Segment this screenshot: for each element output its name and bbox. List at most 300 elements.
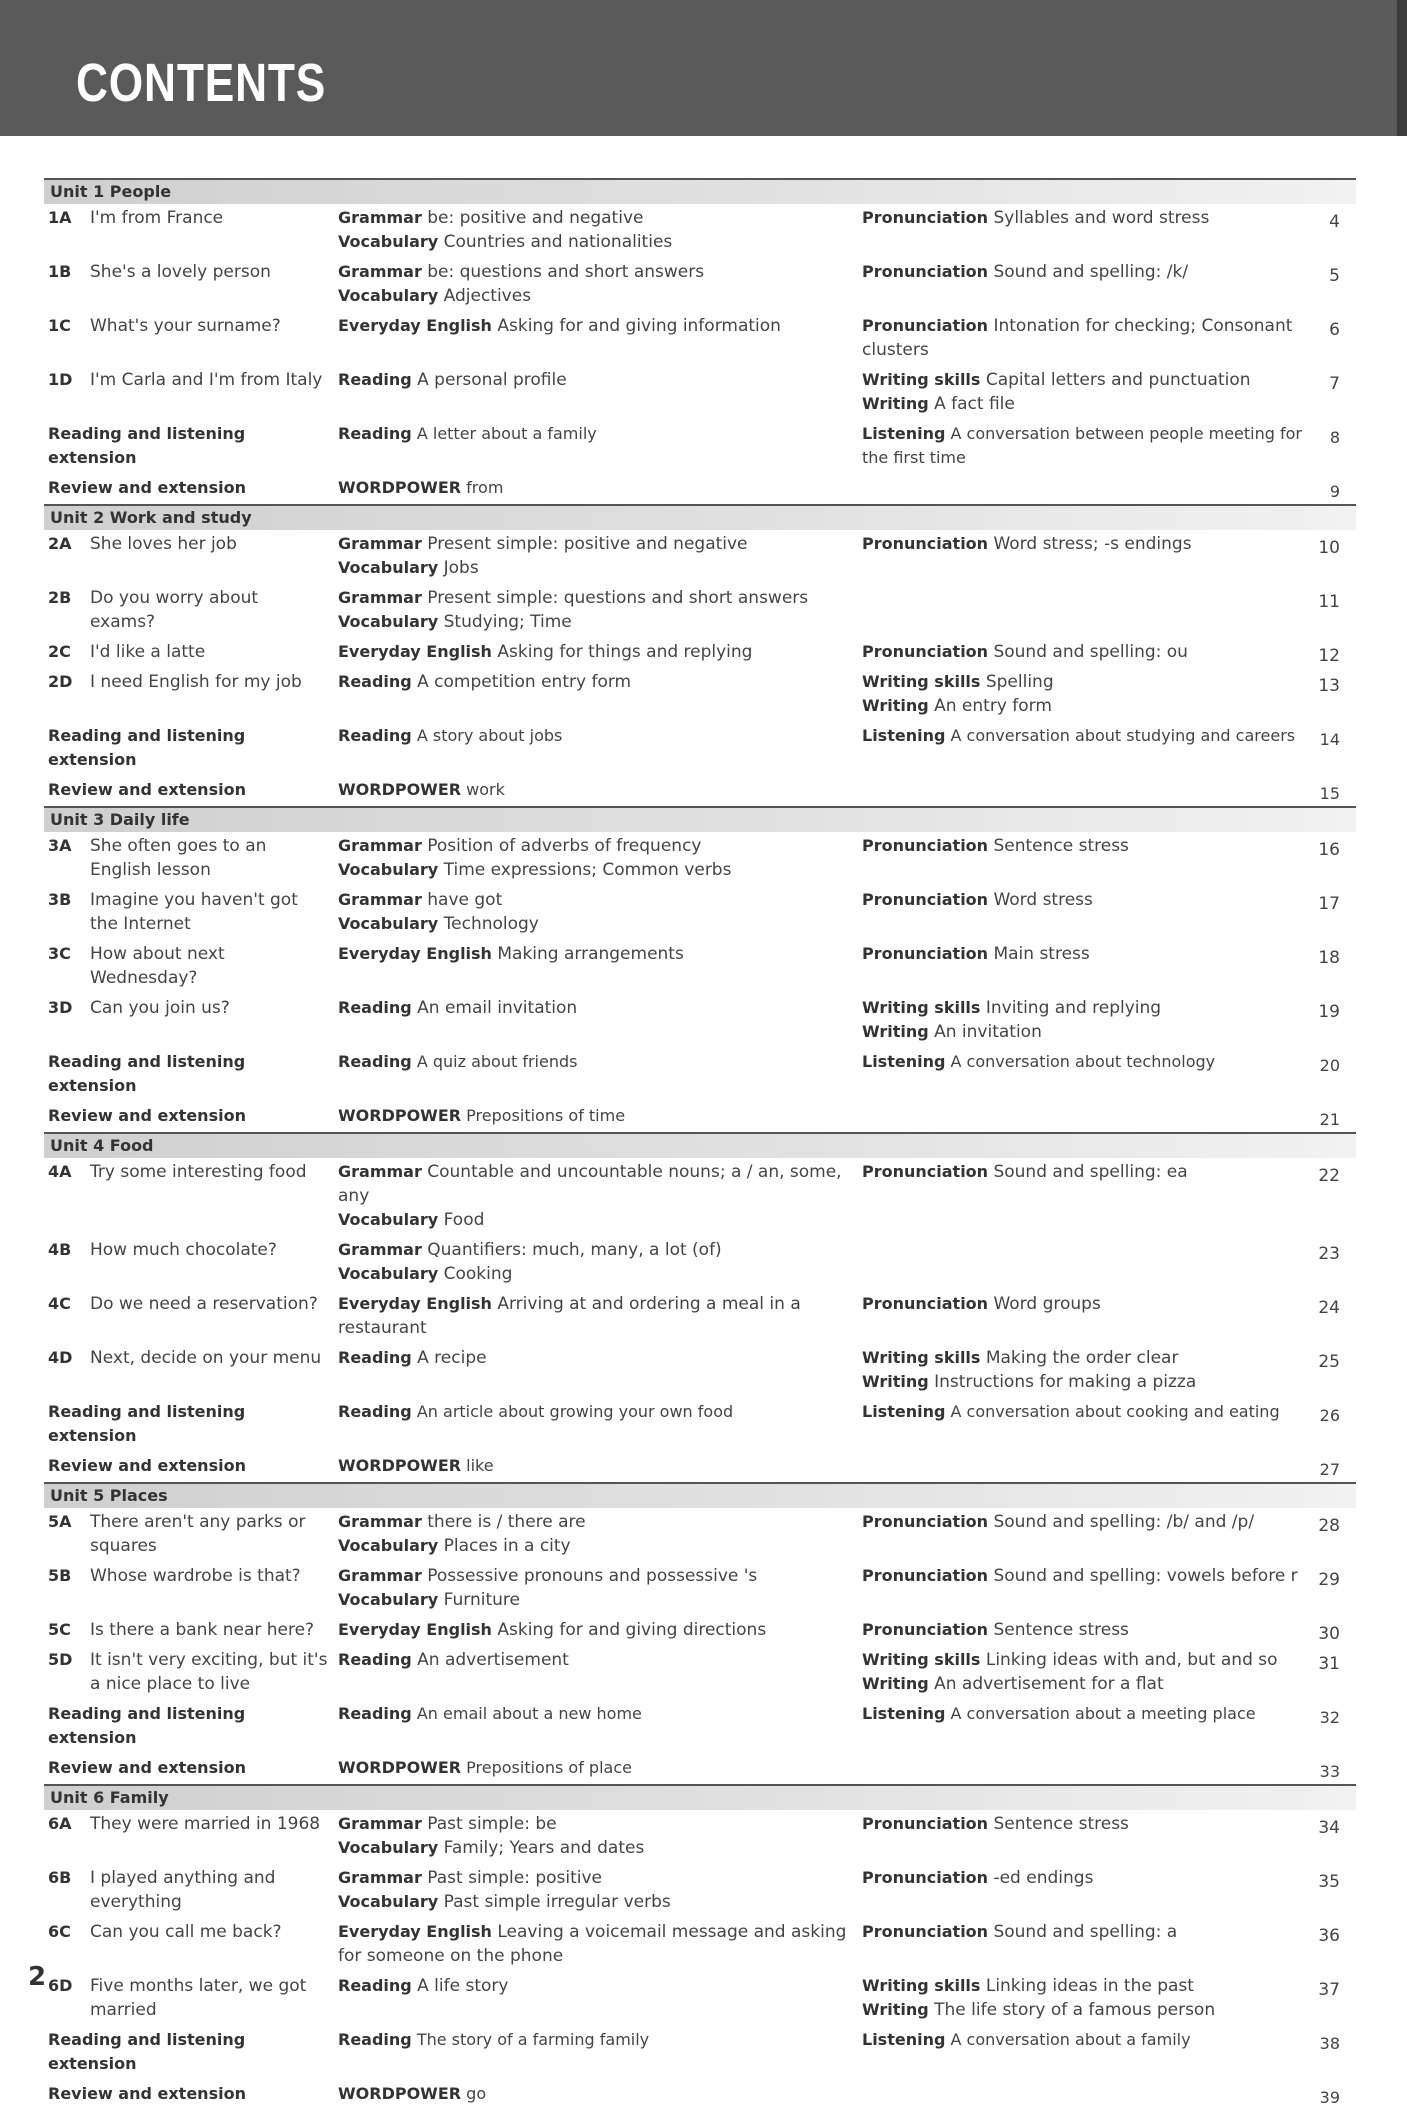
- page-ref: 18: [1318, 948, 1340, 968]
- entry-line: [862, 260, 1312, 284]
- entry-label: Pronunciation: [862, 1294, 989, 1313]
- pronunciation-writing-column: [862, 1400, 1312, 1424]
- skills-column: [338, 206, 862, 254]
- page-ref: 32: [1319, 1708, 1340, 1727]
- lesson-code: 4C: [48, 1294, 71, 1313]
- skills-column: [338, 1812, 862, 1860]
- entry-line: [338, 1974, 862, 1998]
- skills-column: [338, 1238, 862, 1286]
- lesson-row: [44, 1646, 1356, 1700]
- entry-label: Pronunciation: [862, 1162, 989, 1181]
- lesson-title: Do we need a reservation?: [90, 1294, 318, 1314]
- lesson-title: I need English for my job: [90, 672, 302, 692]
- page-ref: 16: [1318, 840, 1340, 860]
- entry-text: Cooking: [438, 1264, 513, 1284]
- entry-label: Pronunciation: [862, 534, 989, 553]
- entry-line: [338, 1510, 862, 1534]
- entry-line: [862, 834, 1312, 858]
- entry-text: An email about a new home: [411, 1704, 642, 1723]
- lesson-code: 6C: [48, 1922, 71, 1941]
- entry-line: [862, 532, 1312, 556]
- page-title: CONTENTS: [76, 53, 327, 113]
- entry-label: Grammar: [338, 1566, 422, 1585]
- pronunciation-writing-column: [862, 996, 1312, 1044]
- unit-title: Unit 2 Work and study: [50, 508, 252, 527]
- entry-label: Vocabulary: [338, 286, 439, 305]
- pronunciation-writing-column: [862, 1812, 1312, 1836]
- entry-line: [862, 694, 1312, 718]
- entry-label: Vocabulary: [338, 1210, 439, 1229]
- lesson-title: Reading and listening extension: [48, 726, 246, 769]
- entry-text: Sound and spelling: a: [988, 1922, 1178, 1942]
- entry-text: go: [461, 2084, 487, 2103]
- page-ref: 24: [1318, 1298, 1340, 1318]
- lesson-title: Reading and listening extension: [48, 424, 246, 467]
- entry-line: [338, 206, 862, 230]
- lesson-title: Review and extension: [48, 1456, 246, 1475]
- lesson-code: 1D: [48, 370, 73, 389]
- lesson-title: How about next Wednesday?: [90, 944, 225, 988]
- pronunciation-writing-column: [862, 1160, 1312, 1184]
- entry-label: Vocabulary: [338, 1536, 439, 1555]
- entry-label: Pronunciation: [862, 836, 989, 855]
- entry-line: [338, 532, 862, 556]
- entry-line: [338, 834, 862, 858]
- entry-line: [862, 1346, 1312, 1370]
- entry-line: [862, 1020, 1312, 1044]
- entry-label: Pronunciation: [862, 1566, 989, 1585]
- skills-column: [338, 1920, 862, 1968]
- extension-row: [44, 420, 1356, 474]
- entry-line: [862, 1050, 1312, 1074]
- entry-line: [338, 1618, 862, 1642]
- entry-line: [862, 724, 1312, 748]
- entry-label: Everyday English: [338, 1294, 492, 1313]
- entry-label: Vocabulary: [338, 1892, 439, 1911]
- extension-row: [44, 1102, 1356, 1132]
- entry-label: Pronunciation: [862, 1922, 989, 1941]
- entry-label: Everyday English: [338, 1620, 492, 1639]
- skills-column: [338, 1564, 862, 1612]
- lesson-title: Can you join us?: [90, 998, 230, 1018]
- lesson-title: I'd like a latte: [90, 642, 206, 662]
- pronunciation-writing-column: [862, 1702, 1312, 1726]
- entry-text: Asking for things and replying: [491, 642, 753, 662]
- entry-label: WORDPOWER: [338, 780, 462, 799]
- entry-label: Pronunciation: [862, 1868, 989, 1887]
- entry-text: Spelling: [980, 672, 1054, 692]
- pronunciation-writing-column: [862, 422, 1312, 470]
- entry-line: [338, 284, 862, 308]
- pronunciation-writing-column: [862, 1292, 1312, 1316]
- entry-text: A conversation between people meeting for the first time: [862, 424, 1302, 467]
- entry-label: WORDPOWER: [338, 478, 462, 497]
- entry-text: An advertisement for a flat: [928, 1674, 1164, 1694]
- entry-label: Writing: [862, 2000, 929, 2019]
- lesson-code: 3A: [48, 836, 72, 855]
- lesson-code: 3C: [48, 944, 71, 963]
- lesson-title: She loves her job: [90, 534, 237, 554]
- entry-text: Present simple: questions and short answers: [421, 588, 809, 608]
- page-ref: 37: [1318, 1980, 1340, 2000]
- entry-text: Position of adverbs of frequency: [421, 836, 702, 856]
- entry-text: Sentence stress: [988, 836, 1129, 856]
- entry-text: A quiz about friends: [411, 1052, 578, 1071]
- lesson-code: 5B: [48, 1566, 72, 1585]
- entry-line: [338, 368, 862, 392]
- lesson-row: [44, 312, 1356, 366]
- unit-title: Unit 6 Family: [50, 1788, 169, 1807]
- page-ref: 35: [1318, 1872, 1340, 1892]
- lesson-title: How much chocolate?: [90, 1240, 277, 1260]
- entry-text: An advertisement: [411, 1650, 569, 1670]
- page-ref: 6: [1329, 320, 1340, 340]
- entry-text: The life story of a famous person: [928, 2000, 1216, 2020]
- lesson-code: 5A: [48, 1512, 72, 1531]
- unit-header: [44, 1784, 1356, 1810]
- entry-label: Listening: [862, 1052, 946, 1071]
- entry-text: there is / there are: [421, 1512, 586, 1532]
- entry-label: Vocabulary: [338, 558, 439, 577]
- entry-label: Writing: [862, 1674, 929, 1693]
- lesson-title: Five months later, we got married: [90, 1976, 307, 2020]
- entry-line: [338, 1292, 862, 1340]
- entry-label: WORDPOWER: [338, 1106, 462, 1125]
- entry-text: A conversation about studying and careers: [945, 726, 1296, 745]
- entry-line: [862, 1370, 1312, 1394]
- entry-line: [338, 586, 862, 610]
- entry-line: [338, 1836, 862, 1860]
- entry-text: A fact file: [928, 394, 1015, 414]
- entry-line: [862, 1618, 1312, 1642]
- entry-label: Pronunciation: [862, 208, 989, 227]
- entry-text: The story of a farming family: [411, 2030, 650, 2049]
- entry-line: [338, 1812, 862, 1836]
- entry-label: Reading: [338, 370, 412, 389]
- page-ref: 21: [1319, 1110, 1340, 1129]
- page-ref: 31: [1318, 1654, 1340, 1674]
- entry-line: [862, 1292, 1312, 1316]
- lesson-title: Do you worry about exams?: [90, 588, 259, 632]
- entry-text: Adjectives: [438, 286, 532, 306]
- lesson-code: 2A: [48, 534, 72, 553]
- entry-text: Technology: [438, 914, 539, 934]
- page-header: [0, 0, 1407, 136]
- entry-line: [862, 1400, 1312, 1424]
- pronunciation-writing-column: [862, 1050, 1312, 1074]
- entry-text: Prepositions of time: [461, 1106, 626, 1125]
- entry-line: [338, 230, 862, 254]
- entry-text: Linking ideas with and, but and so: [980, 1650, 1278, 1670]
- pronunciation-writing-column: [862, 1510, 1312, 1534]
- pronunciation-writing-column: [862, 532, 1312, 556]
- entry-label: Pronunciation: [862, 1512, 989, 1531]
- lesson-code: 6D: [48, 1976, 73, 1995]
- page-number: 2: [28, 1962, 47, 1992]
- entry-line: [862, 392, 1312, 416]
- entry-text: Food: [438, 1210, 485, 1230]
- pronunciation-writing-column: [862, 2028, 1312, 2052]
- lesson-code: 6A: [48, 1814, 72, 1833]
- entry-text: An article about growing your own food: [411, 1402, 734, 1421]
- entry-text: Making the order clear: [980, 1348, 1179, 1368]
- lesson-code: 4D: [48, 1348, 73, 1367]
- entry-label: Everyday English: [338, 316, 492, 335]
- lesson-code: 2D: [48, 672, 73, 691]
- entry-label: Writing: [862, 696, 929, 715]
- entry-label: Reading: [338, 1976, 412, 1995]
- page-ref: 8: [1329, 428, 1340, 447]
- lesson-title: She often goes to an English lesson: [90, 836, 267, 880]
- entry-label: Writing: [862, 1372, 929, 1391]
- skills-column: [338, 368, 862, 392]
- entry-line: [338, 640, 862, 664]
- entry-text: Countries and nationalities: [438, 232, 673, 252]
- lesson-code: 2B: [48, 588, 72, 607]
- entry-label: Listening: [862, 1402, 946, 1421]
- lesson-title: It isn't very exciting, but it's a nice place to live: [90, 1650, 328, 1694]
- entry-text: like: [461, 1456, 494, 1475]
- entry-line: [338, 670, 862, 694]
- entry-text: Countable and uncountable nouns; a / an, some, any: [338, 1162, 842, 1206]
- entry-line: [338, 1756, 862, 1780]
- lesson-code: 1A: [48, 208, 72, 227]
- pronunciation-writing-column: [862, 1866, 1312, 1890]
- extension-row: [44, 722, 1356, 776]
- pronunciation-writing-column: [862, 206, 1312, 230]
- entry-text: Sound and spelling: vowels before r: [988, 1566, 1298, 1586]
- entry-label: Pronunciation: [862, 262, 989, 281]
- entry-label: Pronunciation: [862, 316, 989, 335]
- entry-text: Time expressions; Common verbs: [438, 860, 732, 880]
- entry-text: Studying; Time: [438, 612, 572, 632]
- entry-label: Reading: [338, 726, 412, 745]
- page-ref: 11: [1318, 592, 1340, 612]
- lesson-title: Whose wardrobe is that?: [90, 1566, 301, 1586]
- entry-text: Sound and spelling: /b/ and /p/: [988, 1512, 1255, 1532]
- skills-column: [338, 1400, 862, 1424]
- unit-header: [44, 806, 1356, 832]
- skills-column: [338, 2082, 862, 2106]
- entry-label: Grammar: [338, 1512, 422, 1531]
- entry-line: [338, 1238, 862, 1262]
- skills-column: [338, 942, 862, 966]
- entry-text: Main stress: [988, 944, 1090, 964]
- lesson-code: 1C: [48, 316, 71, 335]
- entry-line: [862, 1702, 1312, 1726]
- entry-text: Jobs: [438, 558, 479, 578]
- entry-line: [338, 2082, 862, 2106]
- entry-label: Grammar: [338, 534, 422, 553]
- skills-column: [338, 834, 862, 882]
- pronunciation-writing-column: [862, 1564, 1312, 1588]
- entry-line: [338, 476, 862, 500]
- skills-column: [338, 314, 862, 338]
- pronunciation-writing-column: [862, 1648, 1312, 1696]
- entry-text: Possessive pronouns and possessive 's: [421, 1566, 758, 1586]
- unit-header: [44, 178, 1356, 204]
- entry-text: Syllables and word stress: [988, 208, 1210, 228]
- lesson-title: Reading and listening extension: [48, 2030, 246, 2073]
- page-ref: 10: [1318, 538, 1340, 558]
- entry-text: An entry form: [928, 696, 1052, 716]
- unit-title: Unit 4 Food: [50, 1136, 154, 1155]
- entry-label: Reading: [338, 1402, 412, 1421]
- page-ref: 26: [1319, 1406, 1340, 1425]
- entry-line: [338, 1262, 862, 1286]
- page-ref: 39: [1319, 2088, 1340, 2107]
- lesson-title: Can you call me back?: [90, 1922, 282, 1942]
- entry-text: Capital letters and punctuation: [980, 370, 1251, 390]
- skills-column: [338, 1866, 862, 1914]
- extension-row: [44, 2026, 1356, 2080]
- lesson-row: [44, 1810, 1356, 1864]
- entry-label: Reading: [338, 1650, 412, 1669]
- extension-row: [44, 1700, 1356, 1754]
- entry-label: Everyday English: [338, 1922, 492, 1941]
- skills-column: [338, 888, 862, 936]
- lesson-code: 5C: [48, 1620, 71, 1639]
- entry-line: [862, 888, 1312, 912]
- lesson-title: Reading and listening extension: [48, 1052, 246, 1095]
- entry-text: A competition entry form: [411, 672, 632, 692]
- page-ref: 25: [1318, 1352, 1340, 1372]
- lesson-row: [44, 1918, 1356, 1972]
- skills-column: [338, 1104, 862, 1128]
- page-ref: 28: [1318, 1516, 1340, 1536]
- entry-label: Vocabulary: [338, 1264, 439, 1283]
- lesson-row: [44, 530, 1356, 584]
- entry-line: [338, 778, 862, 802]
- pronunciation-writing-column: [862, 834, 1312, 858]
- unit-title: Unit 5 Places: [50, 1486, 168, 1505]
- entry-label: Writing: [862, 394, 929, 413]
- lesson-row: [44, 204, 1356, 258]
- entry-line: [338, 260, 862, 284]
- entry-text: A conversation about a family: [945, 2030, 1191, 2049]
- entry-label: Pronunciation: [862, 1620, 989, 1639]
- pronunciation-writing-column: [862, 368, 1312, 416]
- entry-text: Sentence stress: [988, 1814, 1129, 1834]
- entry-text: Sound and spelling: /k/: [988, 262, 1189, 282]
- entry-line: [862, 996, 1312, 1020]
- entry-label: WORDPOWER: [338, 2084, 462, 2103]
- lesson-row: [44, 584, 1356, 638]
- entry-line: [338, 858, 862, 882]
- entry-text: Word stress; -s endings: [988, 534, 1192, 554]
- lesson-title: I'm Carla and I'm from Italy: [90, 370, 323, 390]
- lesson-code: 1B: [48, 262, 72, 281]
- entry-line: [338, 1866, 862, 1890]
- pronunciation-writing-column: [862, 1618, 1312, 1642]
- entry-label: Grammar: [338, 208, 422, 227]
- entry-text: Sound and spelling: ea: [988, 1162, 1188, 1182]
- lesson-code: 4B: [48, 1240, 72, 1259]
- skills-column: [338, 996, 862, 1020]
- header-edge: [1397, 0, 1407, 136]
- lesson-row: [44, 638, 1356, 668]
- lesson-title: They were married in 1968: [90, 1814, 321, 1834]
- entry-text: Sound and spelling: ou: [988, 642, 1188, 662]
- entry-text: A conversation about technology: [945, 1052, 1216, 1071]
- entry-label: Writing skills: [862, 998, 981, 1017]
- entry-label: Pronunciation: [862, 890, 989, 909]
- entry-text: Inviting and replying: [980, 998, 1162, 1018]
- entry-line: [338, 1564, 862, 1588]
- entry-label: Reading: [338, 1704, 412, 1723]
- entry-label: WORDPOWER: [338, 1758, 462, 1777]
- entry-text: Making arrangements: [491, 944, 684, 964]
- page-ref: 23: [1318, 1244, 1340, 1264]
- entry-text: be: positive and negative: [421, 208, 644, 228]
- entry-label: Reading: [338, 998, 412, 1017]
- entry-line: [338, 1890, 862, 1914]
- lesson-title: Is there a bank near here?: [90, 1620, 315, 1640]
- skills-column: [338, 476, 862, 500]
- lesson-code: 4A: [48, 1162, 72, 1181]
- entry-label: Reading: [338, 424, 412, 443]
- entry-line: [338, 1702, 862, 1726]
- extension-row: [44, 1754, 1356, 1784]
- entry-text: Word groups: [988, 1294, 1101, 1314]
- entry-label: Everyday English: [338, 944, 492, 963]
- entry-line: [862, 368, 1312, 392]
- entry-label: Reading: [338, 1052, 412, 1071]
- entry-line: [862, 942, 1312, 966]
- skills-column: [338, 532, 862, 580]
- skills-column: [338, 422, 862, 446]
- unit-header: [44, 1482, 1356, 1508]
- contents-table: [44, 178, 1356, 2110]
- lesson-title: Reading and listening extension: [48, 1704, 246, 1747]
- entry-line: [862, 1812, 1312, 1836]
- entry-line: [862, 1564, 1312, 1588]
- entry-text: Past simple irregular verbs: [438, 1892, 671, 1912]
- entry-line: [338, 610, 862, 634]
- skills-column: [338, 1618, 862, 1642]
- entry-text: A conversation about a meeting place: [945, 1704, 1256, 1723]
- page-ref: 4: [1329, 212, 1340, 232]
- entry-line: [862, 206, 1312, 230]
- entry-line: [862, 2028, 1312, 2052]
- entry-text: Quantifiers: much, many, a lot (of): [421, 1240, 722, 1260]
- entry-line: [338, 1208, 862, 1232]
- lesson-title: Try some interesting food: [90, 1162, 307, 1182]
- unit-header: [44, 1132, 1356, 1158]
- skills-column: [338, 1510, 862, 1558]
- lesson-row: [44, 1508, 1356, 1562]
- lesson-code: 6B: [48, 1868, 72, 1887]
- entry-text: Asking for and giving information: [491, 316, 781, 336]
- pronunciation-writing-column: [862, 260, 1312, 284]
- entry-line: [338, 314, 862, 338]
- entry-text: Prepositions of place: [461, 1758, 632, 1777]
- entry-line: [338, 724, 862, 748]
- extension-row: [44, 1048, 1356, 1102]
- entry-line: [338, 1648, 862, 1672]
- skills-column: [338, 724, 862, 748]
- entry-label: Grammar: [338, 890, 422, 909]
- extension-row: [44, 1398, 1356, 1452]
- skills-column: [338, 1702, 862, 1726]
- lesson-title: Review and extension: [48, 2084, 246, 2103]
- entry-text: Sentence stress: [988, 1620, 1129, 1640]
- unit-header: [44, 504, 1356, 530]
- entry-line: [862, 1510, 1312, 1534]
- entry-label: Grammar: [338, 1868, 422, 1887]
- entry-line: [862, 422, 1312, 470]
- entry-line: [338, 1588, 862, 1612]
